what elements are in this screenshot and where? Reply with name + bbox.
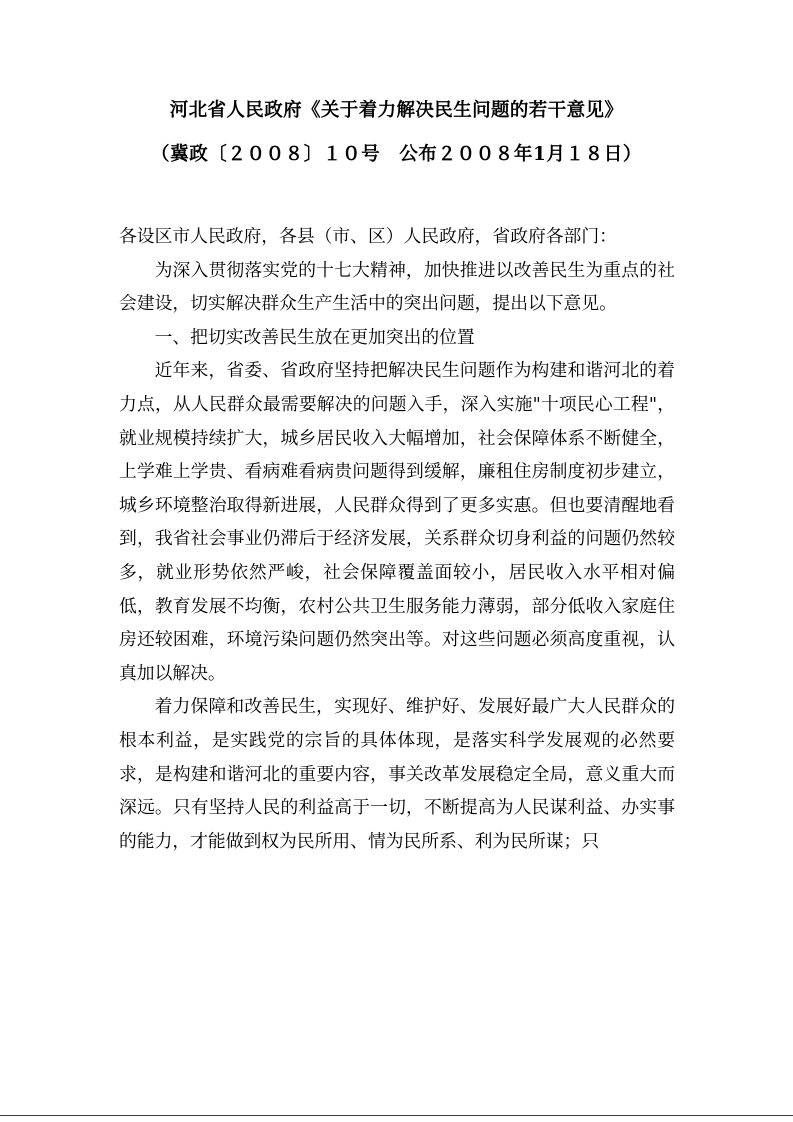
document-subtitle: （冀政〔２００８〕１０号 公布２００８年1月１８日） xyxy=(151,144,642,165)
document-title: 河北省人民政府《关于着力解决民生问题的若干意见》 xyxy=(169,100,624,121)
paragraph-intro: 为深入贯彻落实党的十七大精神，加快推进以改善民生为重点的社会建设，切实解决群众生产生活中的突出问题，提出以下意见。 xyxy=(119,259,675,315)
salutation: 各设区市人民政府，各县（市、区）人民政府，省政府各部门： xyxy=(119,226,617,247)
paragraph-improve-livelihood: 着力保障和改善民生，实现好、维护好、发展好最广大人民群众的根本利益，是实践党的宗旨的具体体现，是落实科学发展观的必然要求，是构建和谐河北的重要内容，事关改革发展稳定全局，意义重大而深远。只有坚持人民的利益高于一切，不断提高为人民谋利益、办实事的能力，才能做到权为民所用、情为民所系、利为民所谋；只 xyxy=(119,696,675,852)
paragraph-recent-years: 近年来，省委、省政府坚持把解决民生问题作为构建和谐河北的着力点，从人民群众最需要解决的问题入手，深入实施"十项民心工程"，就业规模持续扩大，城乡居民收入大幅增加，社会保障体系不断健全，上学难上学贵、看病难看病贵问题得到缓解，廉租住房制度初步建立，城乡环境整治取得新进展，人民群众得到了更多实惠。但也要清醒地看到，我省社会事业仍滞后于经济发展，关系群众切身利益的问题仍然较多，就业形势依然严峻，社会保障覆盖面较小，居民收入水平相对偏低，教育发展不均衡，农村公共卫生服务能力薄弱，部分低收入家庭住房还较困难，环境污染问题仍然突出等。对这些问题必须高度重视，认真加以解决。 xyxy=(119,360,675,684)
section-heading-1: 一、把切实改善民生放在更加突出的位置 xyxy=(154,326,475,348)
document-body xyxy=(119,220,675,858)
page-bottom-rule xyxy=(0,1115,793,1116)
